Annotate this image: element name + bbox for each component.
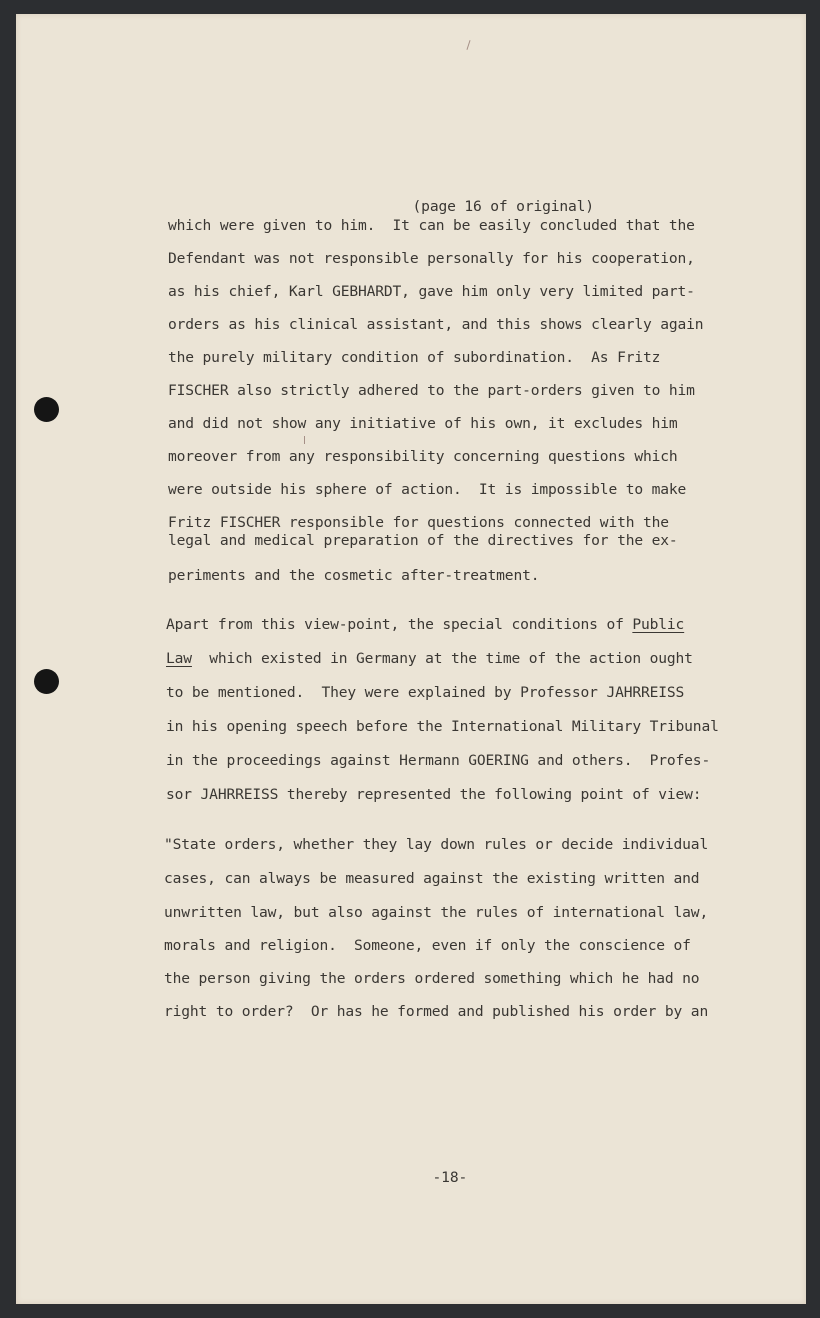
paragraph-2 xyxy=(166,616,736,816)
text-line xyxy=(166,616,684,633)
text-line: right to order? Or has he formed and published his order by an xyxy=(164,1003,709,1020)
pen-mark xyxy=(466,40,470,50)
text-line: orders as his clinical assistant, and this shows clearly again xyxy=(168,316,704,333)
underlined-term: Public xyxy=(632,616,685,633)
text-segment: which existed in Germany at the time of the action ought xyxy=(191,650,693,667)
text-line: to be mentioned. They were explained by Professor JAHRREISS xyxy=(166,684,685,701)
text-line: were outside his sphere of action. It is impossible to make xyxy=(168,481,687,498)
text-line: periments and the cosmetic after-treatment. xyxy=(168,567,540,584)
text-line: legal and medical preparation of the directives for the ex- xyxy=(168,532,678,549)
page-footer xyxy=(398,1152,467,1203)
text-line: as his chief, Karl GEBHARDT, gave him only very limited part- xyxy=(168,283,695,300)
text-line: the purely military condition of subordination. As Fritz xyxy=(168,349,661,366)
text-line: FISCHER also strictly adhered to the part-orders given to him xyxy=(168,382,695,399)
text-line: morals and religion. Someone, even if only the conscience of xyxy=(164,937,691,954)
text-line: "State orders, whether they lay down rules or decide individual xyxy=(164,836,709,853)
page-number: -18- xyxy=(432,1169,468,1186)
paragraph-1 xyxy=(168,217,728,597)
text-line: unwritten law, but also against the rules of international law, xyxy=(164,904,709,921)
text-line: Fritz FISCHER responsible for questions connected with the xyxy=(168,514,669,531)
text-line xyxy=(166,650,693,667)
text-line: in the proceedings against Hermann GOERING and others. Profes- xyxy=(166,752,711,769)
text-line: sor JAHRREISS thereby represented the following point of view: xyxy=(166,786,702,803)
text-segment: Apart from this view-point, the special conditions of xyxy=(166,616,633,633)
text-line: the person giving the orders ordered something which he had no xyxy=(164,970,700,987)
text-line: in his opening speech before the International Military Tribunal xyxy=(166,718,719,735)
document-page xyxy=(16,14,806,1304)
text-line: moreover from any responsibility concerning questions which xyxy=(168,448,678,465)
text-line: and did not show any initiative of his own, it excludes him xyxy=(168,415,678,432)
paragraph-3-quotation xyxy=(164,836,739,1036)
text-line: Defendant was not responsible personally for his cooperation, xyxy=(168,250,695,267)
text-line: cases, can always be measured against the existing written and xyxy=(164,870,700,887)
page-reference: (page 16 of original) xyxy=(412,198,594,215)
punch-hole-lower xyxy=(34,669,59,694)
text-line: which were given to him. It can be easily concluded that the xyxy=(168,217,695,234)
underlined-term: Law xyxy=(166,650,192,667)
punch-hole-upper xyxy=(34,397,59,422)
